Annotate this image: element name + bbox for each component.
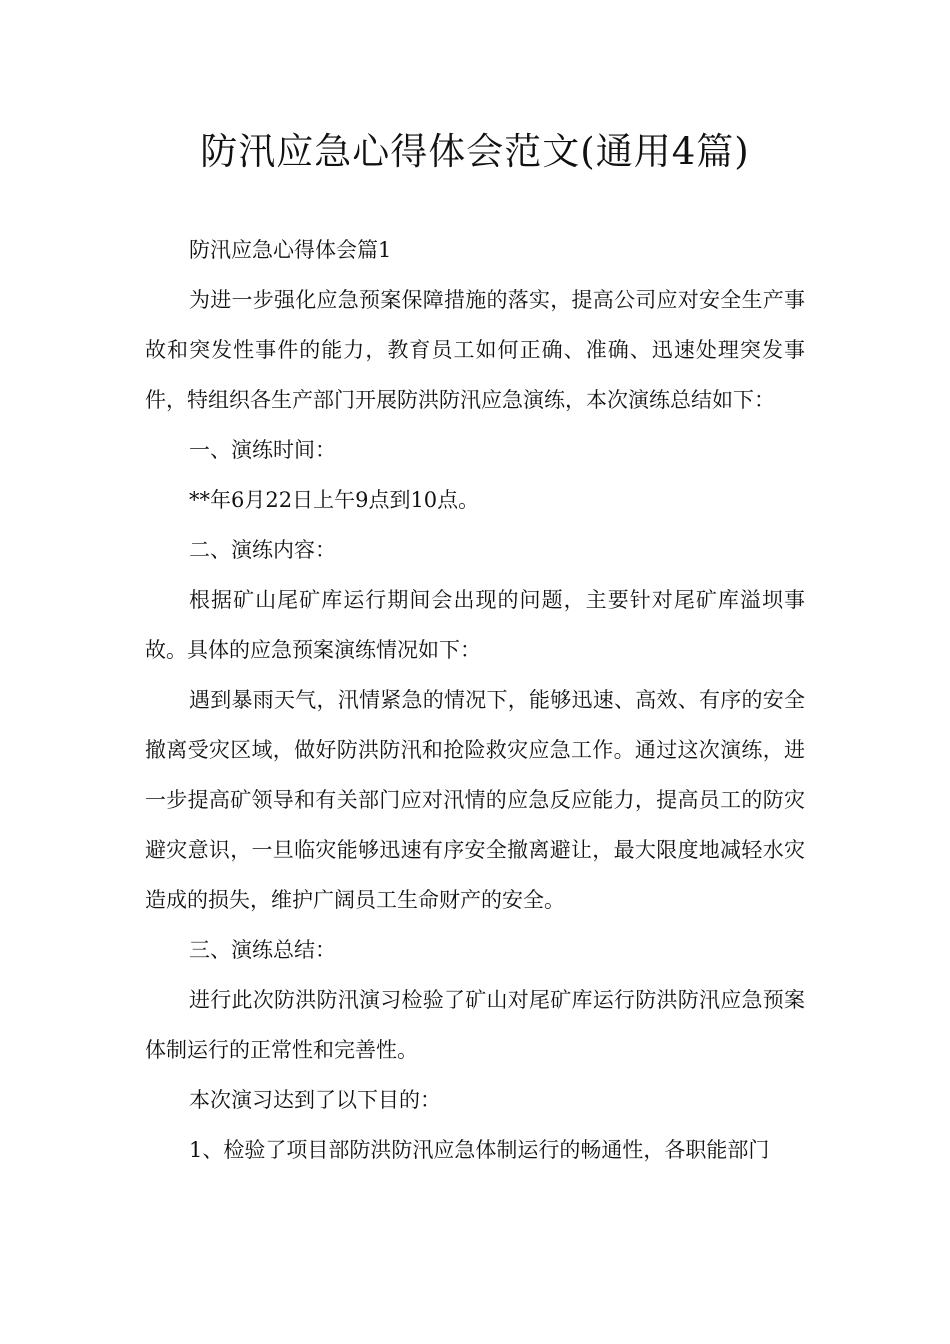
goals-intro-paragraph: 本次演习达到了以下目的： (189, 1088, 441, 1112)
drill-time-paragraph: **年6月22日上午9点到10点。 (189, 488, 480, 512)
drill-situation-paragraph: 遇到暴雨天气，汛情紧急的情况下，能够迅速、高效、有序的安全撤离受灾区域，做好防洪防汛和抢险救灾应急工作。通过这次演练，进一步提高矿领导和有关部门应对汛情的应急反应能力，提高员工的防灾避灾意识，一旦临灾能够迅速有序安全撤离避让，最大限度地减轻水灾造成的损失，维护广阔员工生命财产的安全。 (145, 688, 805, 912)
document-title: 防汛应急心得体会范文(通用4篇) (200, 130, 750, 173)
drill-summary-paragraph: 进行此次防洪防汛演习检验了矿山对尾矿库运行防洪防汛应急预案体制运行的正常性和完善性。 (145, 988, 805, 1062)
drill-content-paragraph: 根据矿山尾矿库运行期间会出现的问题，主要针对尾矿库溢坝事故。具体的应急预案演练情况如下： (145, 588, 805, 662)
section-heading-part-1: 防汛应急心得体会篇1 (189, 238, 392, 262)
heading-drill-summary: 三、演练总结： (189, 938, 336, 962)
intro-paragraph: 为进一步强化应急预案保障措施的落实，提高公司应对安全生产事故和突发性事件的能力，教育员工如何正确、准确、迅速处理突发事件，特组织各生产部门开展防洪防汛应急演练，本次演练总结如下： (145, 288, 805, 412)
heading-drill-content: 二、演练内容： (189, 538, 336, 562)
heading-drill-time: 一、演练时间： (189, 438, 336, 462)
document-body (145, 225, 805, 1175)
goal-item-1: 1、检验了项目部防洪防汛应急体制运行的畅通性，各职能部门 (189, 1138, 770, 1162)
